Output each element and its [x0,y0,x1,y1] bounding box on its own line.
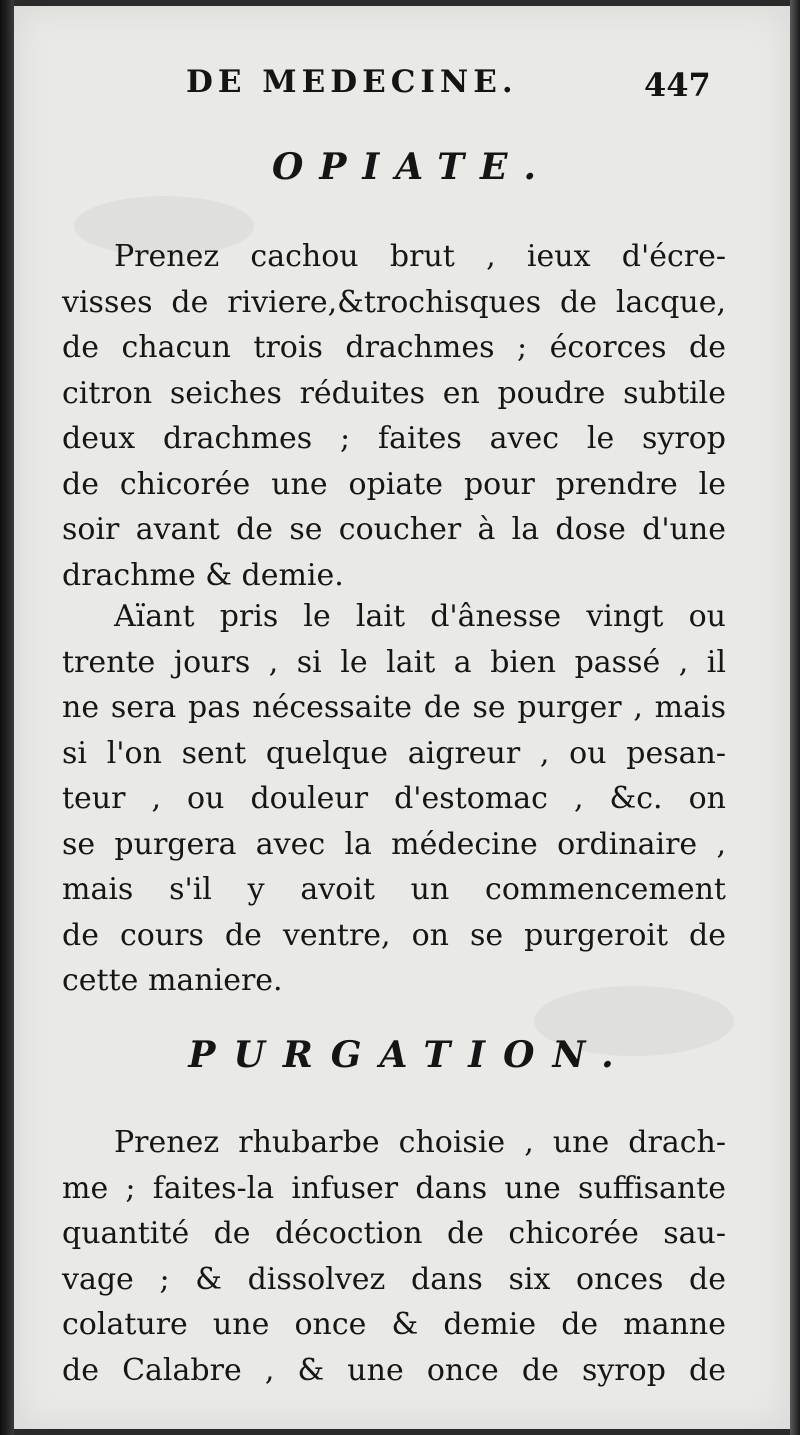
text-line: Prenez cachou brut , ieux d'écre- [114,239,726,274]
text-line: de chacun trois drachmes ; écorces de [62,330,726,365]
text-line: deux drachmes ; faites avec le syrop [62,421,726,456]
text-line: colature une once & demie de manne [62,1307,726,1342]
section-title-opiate: OPIATE. [272,146,552,188]
text-line: quantité de décoction de chicorée sau- [62,1216,726,1251]
text-line: de cours de ventre, on se purgeroit de [62,917,726,953]
text-line: de chicorée une opiate pour prendre le [62,466,726,502]
text-line: Aïant pris le lait d'ânesse vingt ou [114,599,726,634]
scan-edge-right [790,0,800,1435]
text-line: teur , ou douleur d'estomac , &c. on [62,781,726,816]
text-line: se purgera avec la médecine ordinaire , [62,826,726,862]
text-line: trente jours , si le lait a bien passé , il [62,644,726,680]
paragraph-purgation-recipe [62,1120,726,1393]
text-line: de Calabre , & une once de syrop de [62,1352,726,1388]
text-line: cette maniere. [62,963,283,998]
page-number: 447 [644,66,711,104]
text-line: visses de riviere,&trochisques de lacque, [62,284,726,320]
paragraph-opiate-recipe [62,234,726,598]
scan-edge-left [0,0,14,1435]
running-head: DE MEDECINE. [186,64,518,100]
text-line: ne sera pas nécessaite de se purger , mais [62,690,726,725]
page-header [14,64,790,114]
text-line: vage ; & dissolvez dans six onces de [62,1261,726,1297]
text-line: Prenez rhubarbe choisie , une drach- [114,1125,726,1160]
paragraph-opiate-instructions [62,594,726,1004]
section-title-purgation: PURGATION. [188,1034,632,1076]
text-line: me ; faites-la infuser dans une suffisante [62,1170,726,1206]
text-line: mais s'il y avoit un commencement [62,872,726,907]
book-page [14,6,790,1429]
text-line: soir avant de se coucher à la dose d'une [62,512,726,547]
text-line: drachme & demie. [62,557,344,593]
text-line: si l'on sent quelque aigreur , ou pesan- [62,735,726,771]
text-line: citron seiches réduites en poudre subtile [62,375,726,411]
